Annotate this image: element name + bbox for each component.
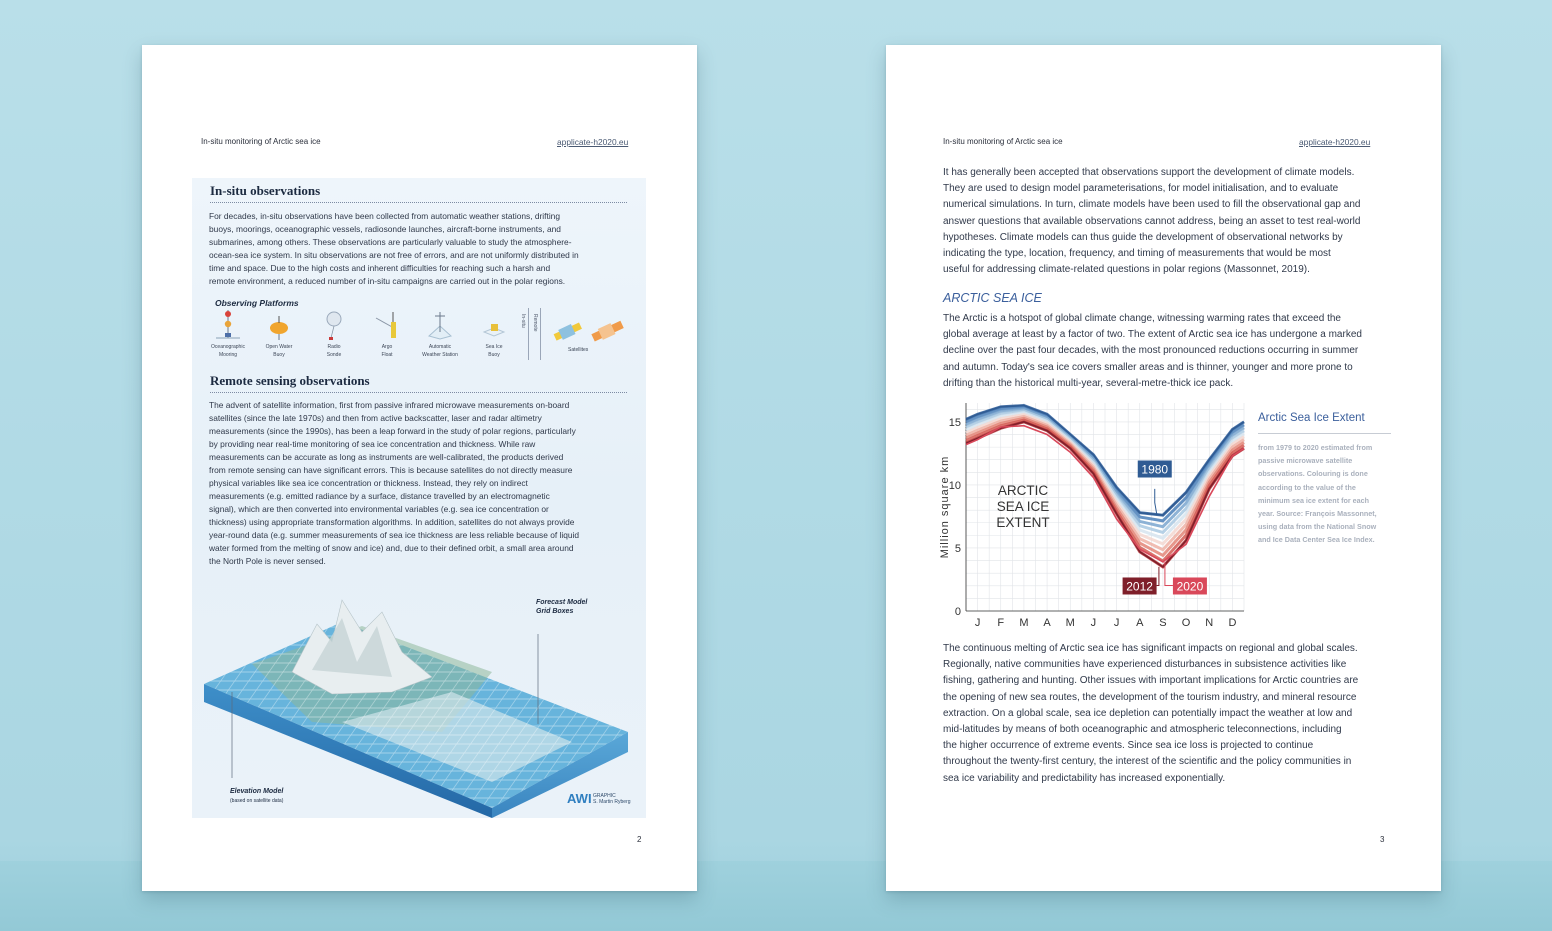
x-tick-label: N (1205, 617, 1214, 629)
intro-paragraph: It has generally been accepted that observations support the development of climate models. They are used to design model parameterisations, for model initialisation, and to evaluate numerical simulations. In turn, climate models have been used to fill the observational gap and answer questions that available observations cannot address, being an asset to test real-world hypotheses. Climate models can thus guide the development of observational networks by indicating the type, location, frequency, and timing of measurements that would be most useful for addressing climate-related questions in polar regions (Massonnet, 2019). (943, 167, 1361, 276)
balloon-icon (319, 308, 349, 342)
series-label-2012: 2012 (1126, 579, 1153, 594)
x-tick-label: M (1065, 617, 1075, 629)
right-page (886, 45, 1441, 891)
side-rule (1258, 433, 1391, 434)
forecast-label: Forecast Model (536, 599, 588, 606)
closing-paragraph: The continuous melting of Arctic sea ice has significant impacts on regional and global scales. Regionally, native communities have experienced disturbances in subsistence activities like fishing, gathering and hunting. Other issues with important implications for Arctic countries are the opening of new sea routes, the development of the tourism industry, and mineral resource extraction. On a global scale, sea ice depletion can potentially impact the weather at low and mid-latitudes by means of both oceanographic and atmospheric teleconnections, including the higher occurrence of extreme events. Since sea ice loss is projected to continue throughout the twenty-first century, the interest of the scientific and the policy communities in sea ice variability and predictability has increased exponentially. (943, 643, 1359, 784)
in-situ-label: In-situ (520, 314, 526, 328)
inset-title-line: ARCTIC (997, 483, 1049, 499)
side-title: Arctic Sea Ice Extent (1258, 412, 1365, 424)
x-tick-label: M (1019, 617, 1029, 629)
remote-heading: Remote sensing observations (210, 373, 370, 388)
y-tick-label: 0 (954, 606, 961, 618)
insitu-paragraph: For decades, in-situ observations have been collected from automatic weather stations, drifting buoys, moorings, oceanographic vessels, radiosonde launches, aircraft-borne instruments, and submarines, among others. These observations are particularly valuable to study the atmosphere- ocean-sea ice system. In situ observations are not free of errors, and are not uniformly distributed in time and space. Due to the high costs and inherent difficulties for reaching such a harsh and remote environment, a reduced number of in-situ campaigns are carried out in the polar regions. (209, 211, 579, 286)
x-tick-label: D (1228, 617, 1237, 629)
remote-label: Remote (532, 314, 538, 332)
label-leader-1980 (1155, 489, 1157, 515)
info-box (192, 178, 646, 818)
section-heading: ARCTIC SEA ICE (943, 291, 1042, 305)
label-leader-2012 (1157, 567, 1159, 586)
header-link[interactable]: applicate-h2020.eu (1299, 137, 1371, 147)
x-tick-label: J (1090, 617, 1097, 629)
mooring-icon (213, 308, 243, 342)
divider-remote (540, 308, 541, 360)
heading-rule (210, 392, 627, 393)
chart-svg (936, 395, 1256, 635)
page-number: 3 (1380, 835, 1385, 844)
x-tick-label: A (1136, 617, 1144, 629)
x-tick-label: J (974, 617, 981, 629)
ice-buoy-icon (479, 308, 509, 342)
inset-title-line: EXTENT (996, 515, 1050, 531)
heading-rule (210, 202, 627, 203)
sea-ice-chart (936, 395, 1256, 640)
model-illustration (192, 582, 646, 818)
platforms-title: Observing Platforms (215, 298, 299, 308)
elevation-label: Elevation Model (230, 788, 284, 795)
platform-buoy: Open Water Buoy (255, 308, 303, 364)
remote-paragraph: The advent of satellite information, first from passive infrared microwave measurements on-board satellites (since the late 1970s) and then from active backscatter, laser and radar altimetry measurements (since the 1990s), has been a leap forward in the study of polar regions, particularly by providing near real-time monitoring of sea ice concentration and thickness. While raw measurements can be accurate as long as instruments are well-calibrated, the products derived from remote sensing can have significant errors. This is because satellites do not directly measure physical variables like sea ice concentration or thickness. Instead, they rely on indirect measurements (e.g. emitted radiance by a surface, distance travelled by an electromagnetic signal), which are then converted into environmental variables (e.g. sea ice concentration or thickness) using appropriate transformation algorithms. In addition, satellites do not always provide year-round data (e.g. summer measurements of sea ice thickness are less reliable because of liquid water formed from the melting of snow and ice) and, due to their defined orbit, a small area around the North Pole is never sensed. (209, 400, 580, 566)
x-tick-label: A (1043, 617, 1051, 629)
insitu-heading: In-situ observations (210, 183, 321, 198)
section-paragraph: The Arctic is a hotspot of global climate change, witnessing warming rates that exceed the global average at least by a factor of two. The extent of Arctic sea ice has undergone a marked decline over the past four decades, with the most pronounced reductions occurring in summer and autumn. Today's sea ice covers smaller areas and is thinner, younger and more prone to drifting than the historical multi-year, several-metre-thick ice pack. (943, 313, 1362, 389)
header-link[interactable]: applicate-h2020.eu (557, 137, 629, 147)
elevation-sub: (based on satellite data) (230, 798, 284, 804)
satellites-icon (550, 314, 630, 348)
running-head: In-situ monitoring of Arctic sea ice (201, 137, 321, 146)
awi-logo-sub: GRAPHIC S. Martin Ryberg (593, 793, 631, 805)
weather-station-icon (425, 308, 455, 342)
y-tick-label: 5 (954, 542, 961, 555)
x-tick-label: S (1159, 617, 1167, 629)
y-tick-label: 15 (948, 416, 961, 429)
x-tick-label: J (1113, 617, 1120, 629)
side-note: from 1979 to 2020 estimated from passive microwave satellite observations. Colouring is done according to the value of the minimum sea ice extent for each year. Source: François Massonnet, using data from the National Snow and Ice Data Center Sea Ice Index. (1258, 443, 1377, 545)
inset-title-line: SEA ICE (996, 499, 1050, 515)
satellites-label: Satellites (568, 347, 589, 353)
platform-ice-buoy: Sea Ice Buoy (470, 308, 518, 364)
x-tick-label: O (1181, 617, 1191, 629)
series-label-2020: 2020 (1176, 579, 1204, 594)
left-page (142, 45, 697, 891)
y-axis-label: Million square km (939, 455, 951, 559)
page-number: 2 (637, 835, 642, 844)
argo-float-icon (372, 308, 402, 342)
y-tick-label: 10 (948, 479, 961, 492)
forecast-label-2: Grid Boxes (536, 608, 574, 615)
platform-argo: Argo Float (363, 308, 411, 364)
platform-radiosonde: Radio Sonde (310, 308, 358, 364)
divider-in-situ (528, 308, 529, 360)
series-label-1980: 1980 (1141, 462, 1169, 477)
awi-logo: AWI (567, 791, 592, 806)
buoy-icon (264, 308, 294, 342)
x-tick-label: F (997, 617, 1005, 629)
platform-mooring: Oceanographic Mooring (204, 308, 252, 364)
running-head: In-situ monitoring of Arctic sea ice (943, 137, 1063, 146)
platform-weather-station: Automatic Weather Station (416, 308, 464, 364)
